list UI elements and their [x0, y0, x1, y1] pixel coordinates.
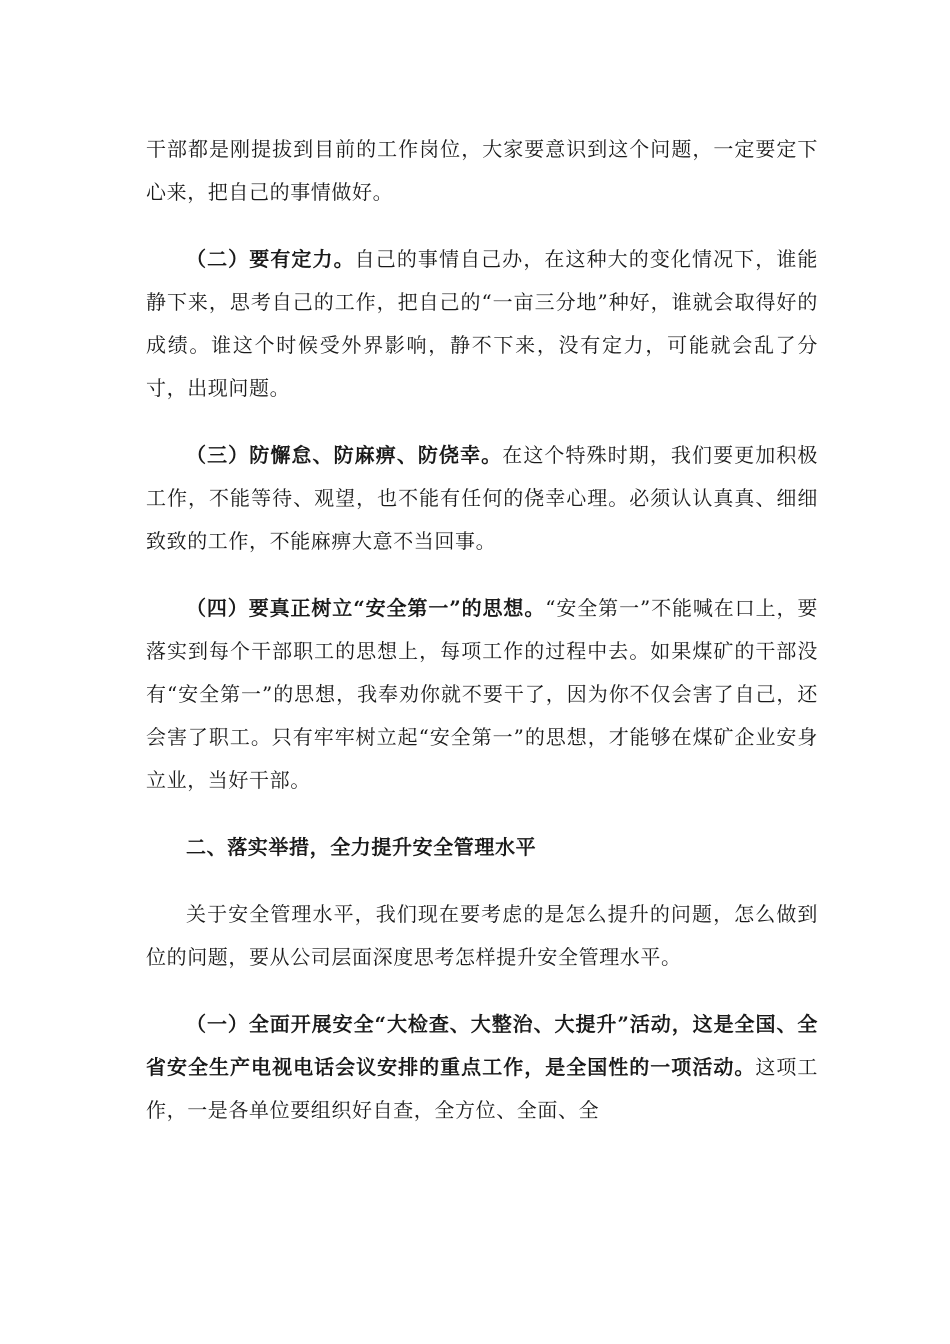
section-intro-paragraph	[146, 893, 818, 979]
paragraph-lead: （一）全面开展安全“大检查、大整治、大提升”活动，这是全国、全省安全生产电视电话会议安排的重点工作，是全国性的一项活动。	[146, 1012, 818, 1079]
paragraph-item-4	[146, 587, 818, 802]
paragraph-continuation	[146, 128, 818, 214]
paragraph-lead: （四）要真正树立“安全第一”的思想。	[186, 596, 546, 620]
paragraph-text: “安全第一”不能喊在口上，要落实到每个干部职工的思想上，每项工作的过程中去。如果煤矿的干部没有“安全第一”的思想，我奉劝你就不要干了，因为你不仅会害了自己，还会害了职工。只有牢牢树立起“安全第一”的思想，才能够在煤矿企业安身立业，当好干部。	[146, 596, 818, 792]
paragraph-text: 干部都是刚提拔到目前的工作岗位，大家要意识到这个问题，一定要定下心来，把自己的事情做好。	[146, 137, 818, 204]
document-body	[146, 128, 818, 1156]
paragraph-item-3	[146, 434, 818, 563]
paragraph-lead: （二）要有定力。	[186, 247, 355, 271]
section-heading: 二、落实举措，全力提升安全管理水平	[186, 835, 537, 859]
paragraph-item-2	[146, 238, 818, 410]
paragraph-text: 在这个特殊时期，我们要更加积极工作，不能等待、观望，也不能有任何的侥幸心理。必须认认真真、细细致致的工作，不能麻痹大意不当回事。	[146, 443, 819, 553]
section-item-1	[146, 1003, 818, 1132]
paragraph-lead: （三）防懈怠、防麻痹、防侥幸。	[186, 443, 503, 467]
paragraph-text: 关于安全管理水平，我们现在要考虑的是怎么提升的问题，怎么做到位的问题，要从公司层面深度思考怎样提升安全管理水平。	[146, 902, 818, 969]
paragraph-text: 这项工作，一是各单位要组织好自查，全方位、全面、全	[146, 1055, 818, 1122]
paragraph-text: 自己的事情自己办，在这种大的变化情况下，谁能静下来，思考自己的工作，把自己的“一亩三分地”种好，谁就会取得好的成绩。谁这个时候受外界影响，静不下来，没有定力，可能就会乱了分寸，出现问题。	[146, 247, 818, 400]
